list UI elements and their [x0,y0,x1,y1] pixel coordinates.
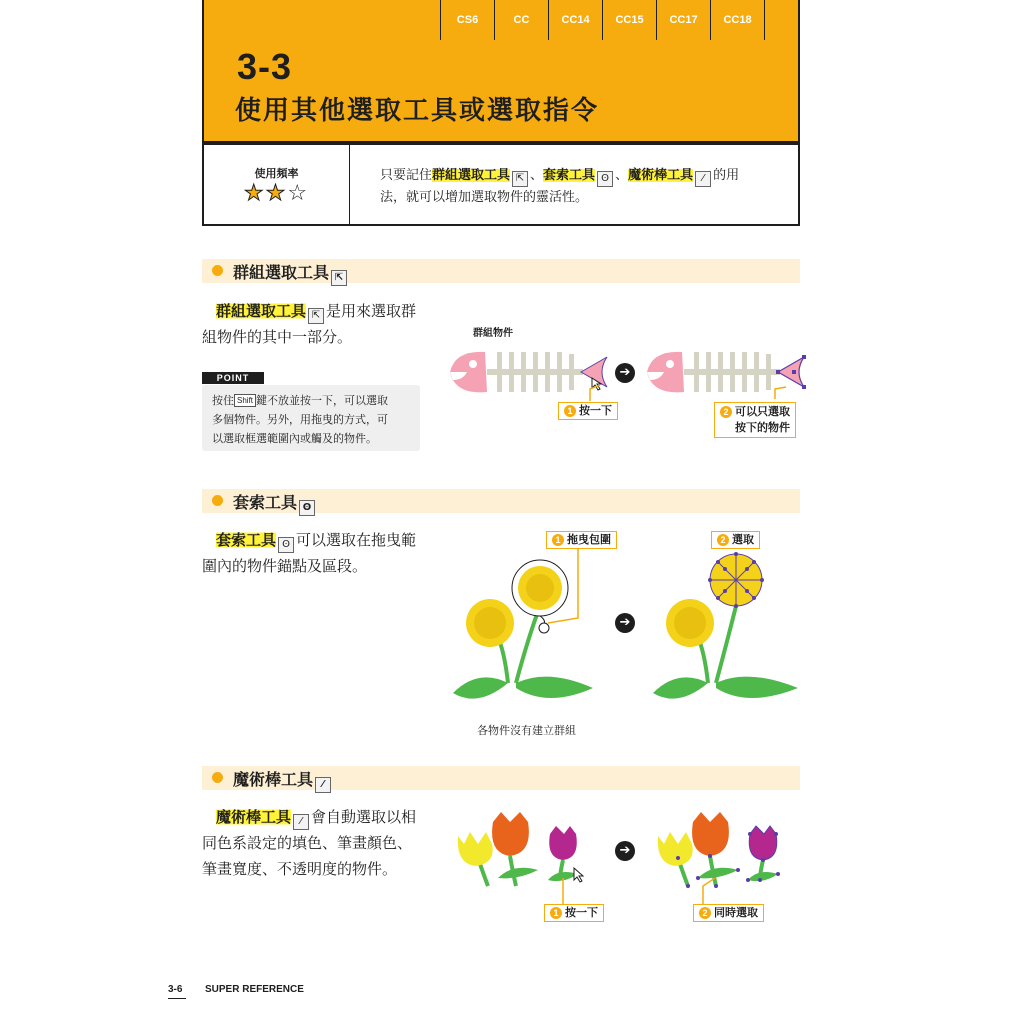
group-select-tool-icon: ⇱ [512,171,528,187]
point-text: 鍵不放並按一下，可以選取 [256,394,389,407]
intro-text [380,165,790,209]
tulip-magenta [549,826,577,860]
callout-text: 可以只選取 [735,405,790,418]
bullet-icon [212,495,223,506]
step-number-badge: 2 [699,907,711,919]
tulip-orange [492,812,529,856]
leaf [516,677,593,698]
star-empty-icon: ☆ [287,181,310,206]
section-heading-text [233,767,333,793]
version-tag: CC18 [710,0,765,40]
callout-drag-surround [546,531,617,549]
tulip-yellow [458,832,493,866]
heading-label: 群組選取工具 [233,263,330,282]
step-number-badge: 1 [564,405,576,417]
lasso-description-line2: 圍內的物件錨點及區段。 [202,557,368,575]
separator: 、 [530,168,544,183]
group-select-tool-icon: ⇱ [308,308,324,324]
magic-wand-description-line2: 同色系設定的填色、筆畫顏色、 [202,834,413,852]
step-number-badge: 1 [550,907,562,919]
heading-label: 套索工具 [233,493,298,512]
section-heading-group-select [202,259,800,283]
star-filled-icon: ★ [265,181,288,206]
section-number: 3-3 [237,46,293,87]
magic-wand-tool-icon: ⁄ [695,171,711,187]
chapter-header [202,0,800,143]
version-tags [440,0,765,40]
point-text: 多個物件。另外，用拖曳的方式，可 [212,413,388,426]
group-select-description-line2: 組物件的其中一部分。 [202,328,353,346]
shift-key-icon: Shift [234,394,256,407]
section-heading-text [233,490,317,516]
tool-name-highlight: 魔術棒工具 [628,168,694,183]
callout-click [558,402,618,420]
stem [516,606,540,683]
arrow-right-icon: ➔ [615,613,635,633]
intro-text-part: 法，就可以增加選取物件的靈活性。 [380,190,589,205]
divider [349,145,350,226]
lasso-tool-icon: ʘ [278,537,294,553]
lasso-tool-icon: ʘ [597,171,613,187]
frequency-label: 使用頻率 [254,167,299,180]
callout-selected [711,531,760,549]
section-heading-magic-wand [202,766,800,790]
version-tag: CC15 [602,0,656,40]
step-number-badge: 2 [720,406,732,418]
divider [168,998,186,999]
group-select-tool-icon: ⇱ [331,270,347,286]
page-title: 使用其他選取工具或選取指令 [235,96,600,126]
version-tag: CC [494,0,548,40]
bullet-icon [212,772,223,783]
magic-wand-tool-icon: ⁄ [293,814,309,830]
point-box [202,385,420,451]
description-part: 可以選取在拖曳範 [296,531,417,549]
separator: 、 [615,168,629,183]
frequency-stars [204,181,349,206]
callout-selected-together [693,904,764,922]
book-title: SUPER REFERENCE [205,984,304,995]
arrow-right-icon: ➔ [615,841,635,861]
point-text: 以選取框選範圍內或觸及的物件。 [212,432,377,445]
magic-wand-description-line3: 筆畫寬度、不透明度的物件。 [202,860,398,878]
step-number-badge: 2 [717,534,729,546]
point-label: POINT [202,372,264,384]
lasso-cursor-icon [539,623,549,633]
version-tag: CC17 [656,0,710,40]
tool-name-highlight: 魔術棒工具 [216,808,292,826]
intro-text-part: 的用 [713,168,740,183]
callout-text: 按一下 [579,404,612,417]
version-tag: CC14 [548,0,602,40]
description-part: 是用來選取群 [326,302,417,320]
dandelion-illustration-after [648,548,808,713]
step-number-badge: 1 [552,534,564,546]
lasso-description [216,527,426,553]
arrow-right-icon: ➔ [615,363,635,383]
callout-select-only-clicked [714,402,796,438]
star-filled-icon: ★ [243,181,266,206]
info-box [202,143,800,226]
heading-label: 魔術棒工具 [233,770,314,789]
tool-name-highlight: 群組選取工具 [432,168,511,183]
callout-click [544,904,604,922]
point-text: 按住 [212,394,234,407]
bullet-icon [212,265,223,276]
figure-caption: 各物件沒有建立群組 [477,724,576,737]
section-heading-text [233,260,349,286]
section-heading-lasso [202,489,800,513]
dandelion-illustration-before [448,548,608,713]
tool-name-highlight: 套索工具 [543,168,596,183]
description-part: 會自動選取以相 [311,808,417,826]
callout-text: 選取 [732,533,754,546]
tool-name-highlight: 群組選取工具 [216,302,307,320]
magic-wand-tool-icon: ⁄ [315,777,331,793]
group-select-description [216,298,426,324]
fish-eye [469,360,477,368]
leaf [498,868,538,879]
callout-text: 同時選取 [714,906,758,919]
figure-label-group-object: 群組物件 [473,328,513,339]
callout-text: 按下的物件 [735,421,790,434]
leaf [453,677,508,698]
magic-wand-description [216,804,426,830]
page-number: 3-6 [168,984,183,995]
callout-text: 拖曳包圍 [567,533,611,546]
selected-fish-tail [778,357,804,387]
callout-text: 按一下 [565,906,598,919]
tool-name-highlight: 套索工具 [216,531,277,549]
lasso-tool-icon: ʘ [299,500,315,516]
intro-text-part: 只要記住 [380,168,433,183]
version-tag: CS6 [440,0,494,40]
